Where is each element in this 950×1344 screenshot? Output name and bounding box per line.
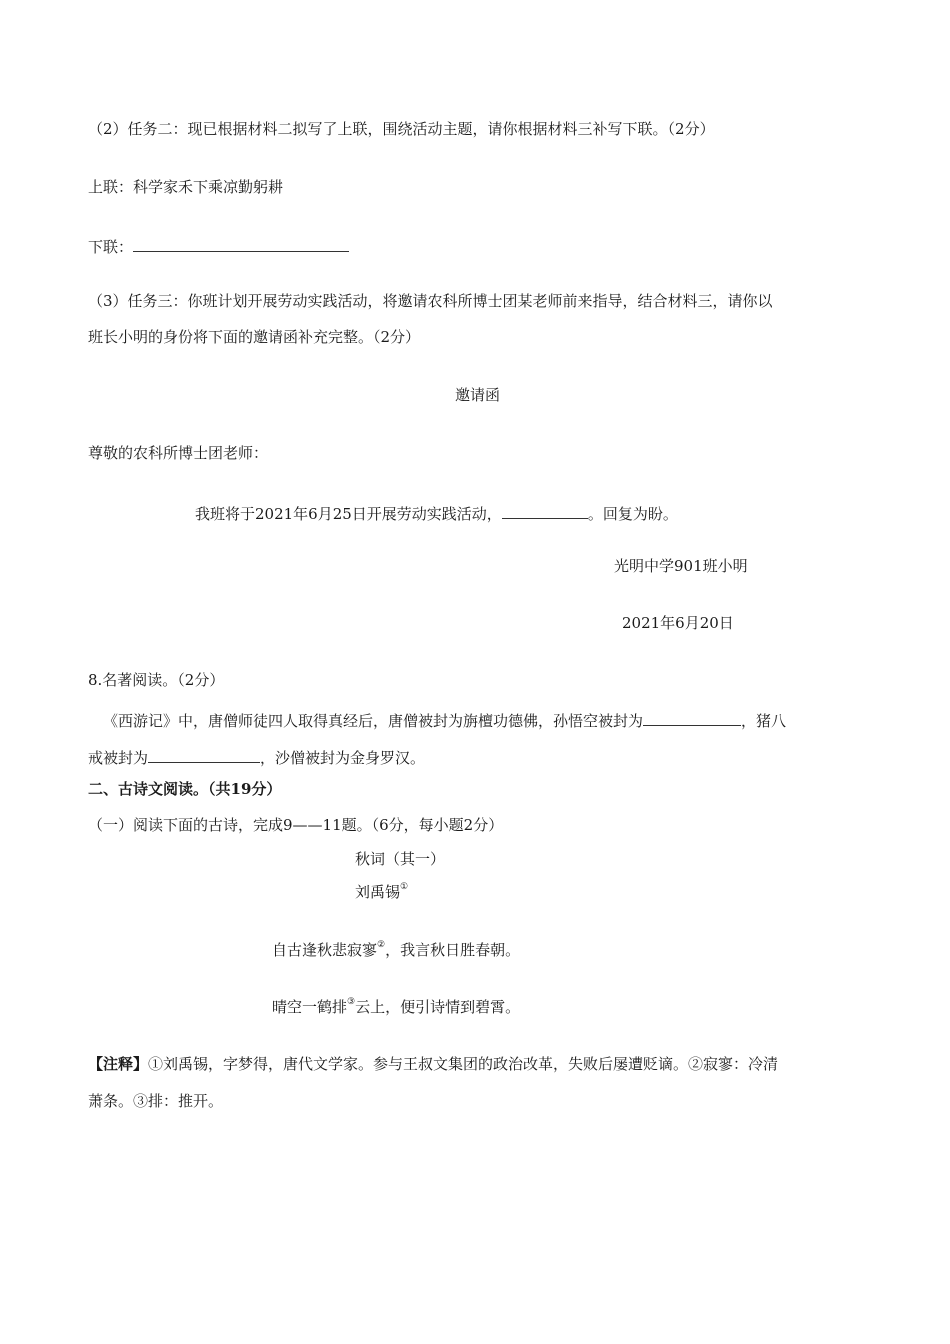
q8-line1-before: 《西游记》中，唐僧师徒四人取得真经后，唐僧被封为旃檀功德佛，孙悟空被封为 <box>103 712 644 730</box>
poem-line2-note-mark: ③ <box>347 997 356 1007</box>
letter-title: 邀请函 <box>455 386 501 404</box>
poem-author-name: 刘禹锡 <box>355 883 401 901</box>
q8-line1-after: ，猪八 <box>741 712 787 730</box>
q8-title: 8.名著阅读。（2分） <box>88 671 225 689</box>
upper-couplet-label: 上联： <box>88 178 134 196</box>
poem-line2 <box>272 997 521 1016</box>
poem-line2-a: 晴空一鹤排 <box>272 998 348 1016</box>
notes-line1-text: ①刘禹锡，字梦得，唐代文学家。参与王叔文集团的政治改革，失败后屡遭贬谪。②寂寥：冷清 <box>148 1055 779 1073</box>
poem-line1-a: 自古逢秋悲寂寥 <box>272 941 378 959</box>
letter-date: 2021年6月20日 <box>622 614 734 632</box>
letter-body-blank[interactable] <box>502 503 588 519</box>
poem-line1-b: ，我言秋日胜春朝。 <box>385 941 521 959</box>
lower-couplet-blank[interactable] <box>133 236 349 252</box>
lower-couplet-label: 下联： <box>88 238 134 256</box>
letter-body <box>195 503 678 522</box>
letter-body-after: 。回复为盼。 <box>587 505 678 523</box>
q8-line2 <box>88 747 425 766</box>
notes-line1 <box>88 1057 778 1072</box>
poem-title: 秋词（其一） <box>355 850 446 868</box>
section2-subheading: （一）阅读下面的古诗，完成9——11题。（6分，每小题2分） <box>88 816 504 834</box>
q8-zhubajie-blank[interactable] <box>148 747 260 763</box>
task2-instruction: （2）任务二：现已根据材料二拟写了上联，围绕活动主题，请你根据材料三补写下联。（2分） <box>88 120 715 138</box>
poem-author-note-mark: ① <box>400 882 409 892</box>
task3-instruction-line2: 班长小明的身份将下面的邀请函补充完整。（2分） <box>88 328 421 346</box>
q8-line2-after: ，沙僧被封为金身罗汉。 <box>260 749 426 767</box>
letter-signature: 光明中学901班小明 <box>614 557 748 575</box>
q8-line2-before: 戒被封为 <box>88 749 149 767</box>
poem-author <box>355 882 409 901</box>
task3-instruction-line1: （3）任务三：你班计划开展劳动实践活动，将邀请农科所博士团某老师前来指导，结合材料三，请你以 <box>88 292 773 310</box>
letter-body-before: 我班将于2021年6月25日开展劳动实践活动， <box>195 505 502 523</box>
letter-salutation: 尊敬的农科所博士团老师： <box>88 444 269 462</box>
lower-couplet <box>88 236 349 255</box>
notes-line2: 萧条。③排：推开。 <box>88 1092 224 1110</box>
upper-couplet <box>88 180 283 195</box>
q8-sunwukong-blank[interactable] <box>643 710 741 726</box>
poem-line1-note-mark: ② <box>377 940 386 950</box>
poem-line2-b: 云上，便引诗情到碧霄。 <box>355 998 521 1016</box>
q8-line1 <box>103 710 786 729</box>
upper-couplet-text: 科学家禾下乘凉勤躬耕 <box>133 178 284 196</box>
notes-label: 【注释】 <box>88 1055 149 1073</box>
section2-heading: 二、古诗文阅读。（共19分） <box>88 780 282 798</box>
poem-line1 <box>272 940 521 959</box>
